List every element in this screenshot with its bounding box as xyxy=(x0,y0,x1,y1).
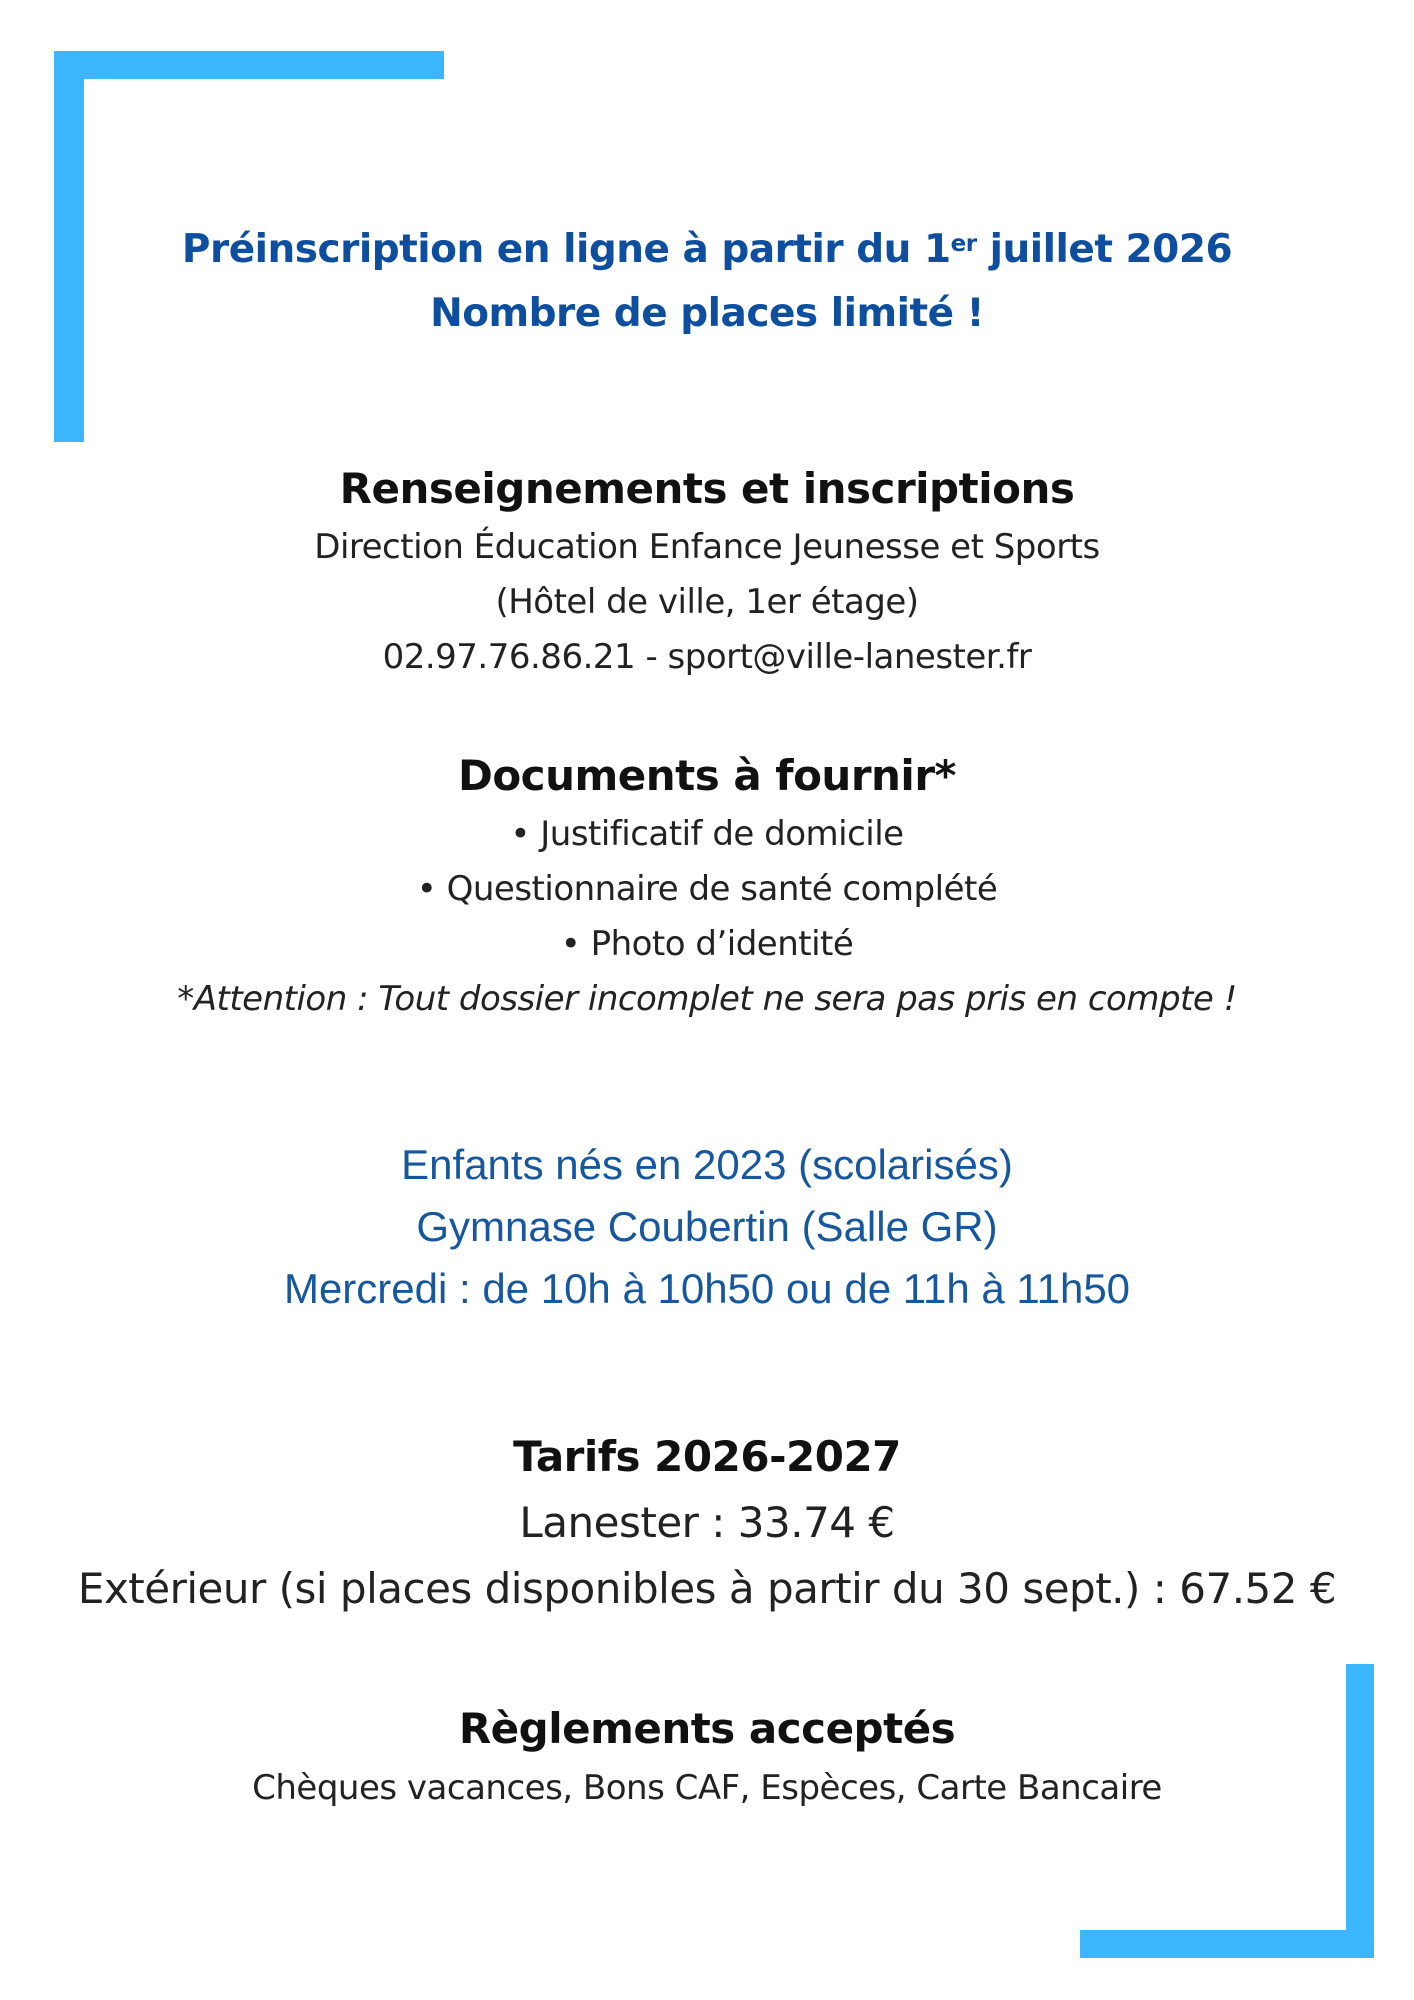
bottom-right-frame-horizontal xyxy=(1080,1930,1374,1958)
documents-section xyxy=(0,745,1414,1027)
tarifs-section xyxy=(0,1424,1414,1622)
documents-item-domicile: • Justificatif de domicile xyxy=(510,814,904,854)
documents-note: *Attention : Tout dossier incomplet ne sera pas pris en compte ! xyxy=(177,979,1237,1019)
preinscription-line-2: Nombre de places limité ! xyxy=(430,291,984,336)
tarif-exterieur: Extérieur (si places disponibles à partir du 30 sept.) : 67.52 € xyxy=(77,1564,1337,1613)
session-location: Gymnase Coubertin (Salle GR) xyxy=(416,1203,998,1250)
preinscription-notice xyxy=(0,218,1414,346)
renseignements-line-1: Direction Éducation Enfance Jeunesse et Sports xyxy=(314,527,1100,567)
documents-heading: Documents à fournir* xyxy=(457,751,957,800)
session-age: Enfants nés en 2023 (scolarisés) xyxy=(401,1141,1013,1188)
renseignements-heading: Renseignements et inscriptions xyxy=(339,464,1075,513)
tarifs-heading: Tarifs 2026-2027 xyxy=(513,1432,901,1481)
renseignements-contact: 02.97.76.86.21 - sport@ville-lanester.fr xyxy=(382,637,1032,677)
preinscription-line-1 xyxy=(0,218,1414,282)
preinscription-suffix: juillet 2026 xyxy=(976,227,1233,272)
preinscription-superscript: er xyxy=(950,231,977,257)
renseignements-section xyxy=(0,458,1414,685)
tarif-lanester: Lanester : 33.74 € xyxy=(519,1498,895,1547)
documents-item-questionnaire: • Questionnaire de santé complété xyxy=(416,869,998,909)
renseignements-line-2: (Hôtel de ville, 1er étage) xyxy=(495,582,919,622)
reglements-heading: Règlements acceptés xyxy=(458,1704,956,1753)
reglements-methods: Chèques vacances, Bons CAF, Espèces, Carte Bancaire xyxy=(252,1768,1162,1808)
reglements-section xyxy=(0,1697,1414,1816)
session-info xyxy=(0,1134,1414,1320)
preinscription-prefix: Préinscription en ligne à partir du 1 xyxy=(181,227,951,272)
top-left-frame-horizontal xyxy=(54,51,444,79)
session-schedule: Mercredi : de 10h à 10h50 ou de 11h à 11h50 xyxy=(283,1265,1131,1312)
documents-item-photo: • Photo d’identité xyxy=(560,924,854,964)
